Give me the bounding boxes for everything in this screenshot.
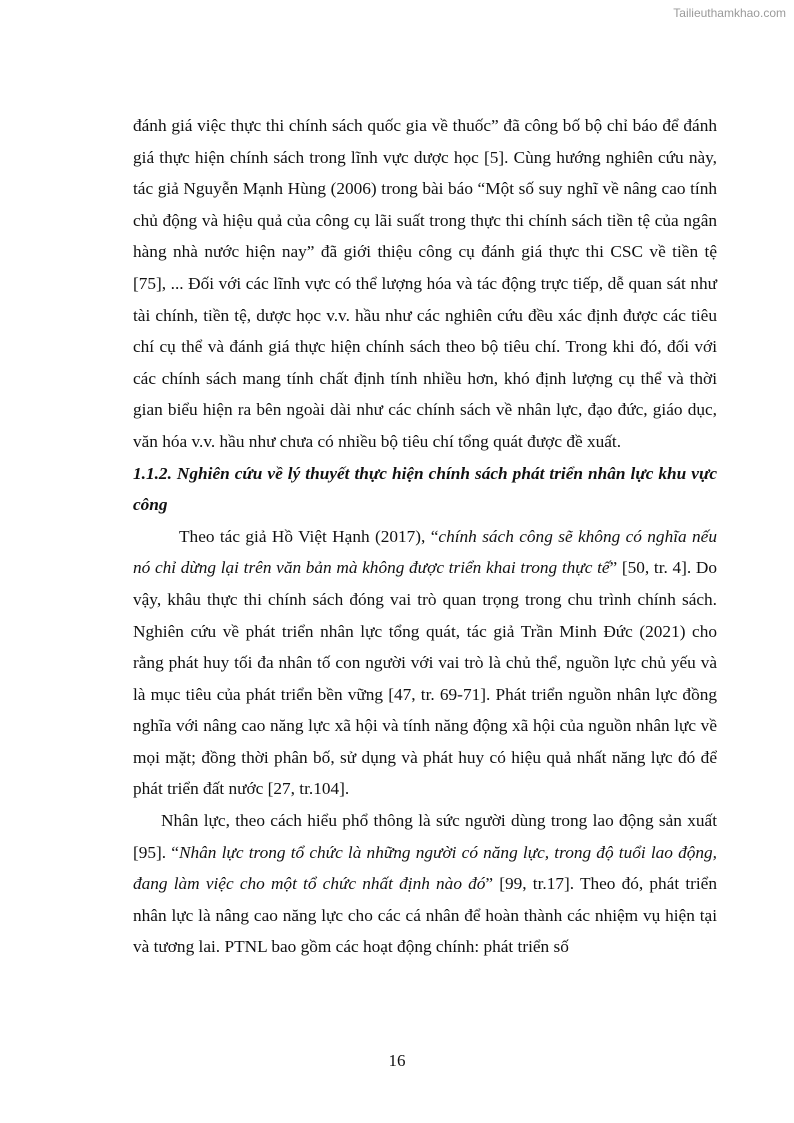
section-heading-1-1-2: 1.1.2. Nghiên cứu về lý thuyết thực hiện chính sách phát triển nhân lực khu vực công [133,463,717,515]
paragraph-policy-implementation [133,521,717,805]
paragraph2-quote: chính sách công sẽ không có nghĩa nếu nó chỉ dừng lại trên văn bản mà không được triển khai trong thực tế [133,526,717,578]
page-number: 16 [388,1051,406,1070]
paragraph3-lead: Nhân lực, theo cách hiểu phổ thông là sức người dùng trong lao động sản xuất [95]. “ [133,811,717,862]
paragraph-human-resources [133,805,717,963]
document-body [133,110,717,963]
paragraph2-rest: ” [50, tr. 4]. Do vậy, khâu thực thi chính sách đóng vai trò quan trọng trong chu trình chính sách. Nghiên cứu về phát triển nhân lực tổng quát, tác giả Trần Minh Đức (2021) cho rằng phát huy tối đa nhân tố con người với vai trò là chủ thể, nguồn lực chủ yếu và là mục tiêu của phát triển bền vững [47, tr. 69-71]. Phát triển nguồn nhân lực đồng nghĩa với nâng cao năng lực xã hội và tính năng động xã hội của nguồn nhân lực về mọi mặt; đồng thời phân bố, sử dụng và phát huy có hiệu quả nhất năng lực đó để phát triển đất nước [27, tr.104]. [133,558,717,799]
paragraph-policy-evaluation: đánh giá việc thực thi chính sách quốc gia về thuốc” đã công bố bộ chỉ báo để đánh giá thực hiện chính sách trong lĩnh vực dược học [5]. Cùng hướng nghiên cứu này, tác giả Nguyễn Mạnh Hùng (2006) trong bài báo “Một số suy nghĩ về nâng cao tính chủ động và hiệu quả của công cụ lãi suất trong thực thi chính sách tiền tệ của ngân hàng nhà nước hiện nay” đã giới thiệu công cụ đánh giá thực thi CSC về tiền tệ [75], ... Đối với các lĩnh vực có thể lượng hóa và tác động trực tiếp, dễ quan sát như tài chính, tiền tệ, dược học v.v. hầu như các nghiên cứu đều xác định được các tiêu chí cụ thể và đánh giá thực hiện chính sách theo bộ tiêu chí. Trong khi đó, đối với các chính sách mang tính chất định tính nhiều hơn, khó định lượng cụ thể và thời gian biểu hiện ra bên ngoài dài như các chính sách về nhân lực, đạo đức, giáo dục, văn hóa v.v. hầu như chưa có nhiều bộ tiêu chí tổng quát được đề xuất. [133,116,717,451]
paragraph3-rest: ” [99, tr.17]. Theo đó, phát triển nhân lực là nâng cao năng lực cho các cá nhân để hoàn thành các nhiệm vụ hiện tại và tương lai. PTNL bao gồm các hoạt động chính: phát triển số [133,874,717,957]
paragraph2-lead: Theo tác giả Hồ Việt Hạnh (2017), “ [179,526,439,546]
paragraph3-quote: Nhân lực trong tổ chức là những người có năng lực, trong độ tuổi lao động, đang làm việc cho một tổ chức nhất định nào đó [133,842,718,894]
watermark-text: Tailieuthamkhao.com [673,6,786,20]
